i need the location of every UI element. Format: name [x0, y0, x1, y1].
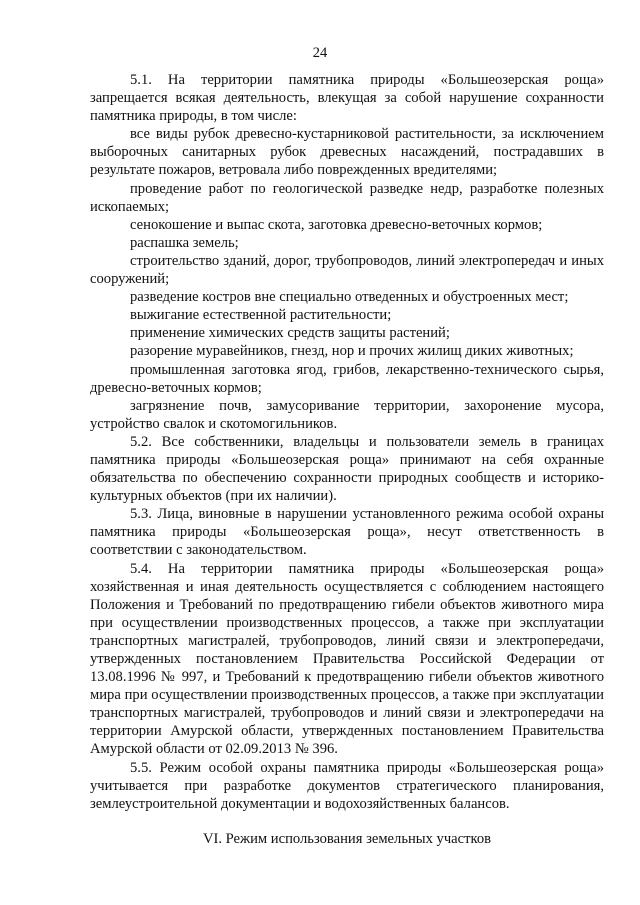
list-item-bonfires: разведение костров вне специально отведенных и обустроенных мест; [130, 289, 569, 306]
list-item-construction: строительство зданий, дорог, трубопроводов, линий электропередач и иных сооружений; [90, 252, 604, 288]
paragraph-5-5: 5.5. Режим особой охраны памятника природы «Большеозерская роща» учитывается при разработке документов стратегического планирования, землеустроительной документации и водохозяйственных балансов. [90, 759, 604, 812]
paragraph-5-4: 5.4. На территории памятника природы «Большеозерская роща» хозяйственная и иная деятельность осуществляется с соблюдением настоящего Положения и Требований по предотвращению гибели объектов животного мира при осуществлении производственных процессов, а также при эксплуатации транспортных магистралей, трубопроводов, линий связи и электропередачи, утвержденных постановлением Правительства Российской Федерации от 13.08.1996 № 997, и Требований к предотвращению гибели объектов животного мира при осуществлении производственных процессов, а также при эксплуатации транспортных магистралей, трубопроводов и линий связи и электропередачи на территории Амурской области, утвержденных постановлением Правительства Амурской области от 02.09.2013 № 396. [90, 560, 604, 758]
list-item-geological-works: проведение работ по геологической разведке недр, разработке полезных ископаемых; [90, 180, 604, 215]
page-number: 24 [312, 45, 328, 61]
list-item-chemicals: применение химических средств защиты растений; [130, 325, 450, 342]
section-title: VI. Режим использования земельных участков [202, 830, 492, 847]
list-item-haymaking: сенокошение и выпас скота, заготовка древесно-веточных кормов; [130, 216, 543, 233]
paragraph-5-1: 5.1. На территории памятника природы «Большеозерская роща» запрещается всякая деятельность, влекущая за собой нарушение сохранности памятника природы, в том числе: [90, 72, 604, 125]
document-body [90, 71, 604, 848]
list-item-harvesting: промышленная заготовка ягод, грибов, лекарственно-технического сырья, древесно-веточных кормов; [90, 361, 604, 396]
paragraph-5-3: 5.3. Лица, виновные в нарушении установленного режима особой охраны памятника природы «Большеозерская роща», несут ответственность в соответствии с законодательством. [90, 506, 604, 559]
list-item-logging: все виды рубок древесно-кустарниковой растительности, за исключением выборочных санитарных рубок древесных насаждений, пострадавших в результате пожаров, ветровала либо поврежденных вредителями; [90, 126, 604, 179]
list-item-nest-destruction: разорение муравейников, гнезд, нор и прочих жилищ диких животных; [130, 343, 574, 360]
list-item-burning: выжигание естественной растительности; [130, 307, 392, 324]
paragraph-5-2: 5.2. Все собственники, владельцы и пользователи земель в границах памятника природы «Большеозерская роща» принимают на себя охранные обязательства по обеспечению сохранности природных сообществ и историко-культурных объектов (при их наличии). [90, 433, 604, 505]
list-item-plowing: распашка земель; [130, 234, 239, 251]
list-item-pollution: загрязнение почв, замусоривание территории, захоронение мусора, устройство свалок и скотомогильников. [90, 397, 604, 432]
